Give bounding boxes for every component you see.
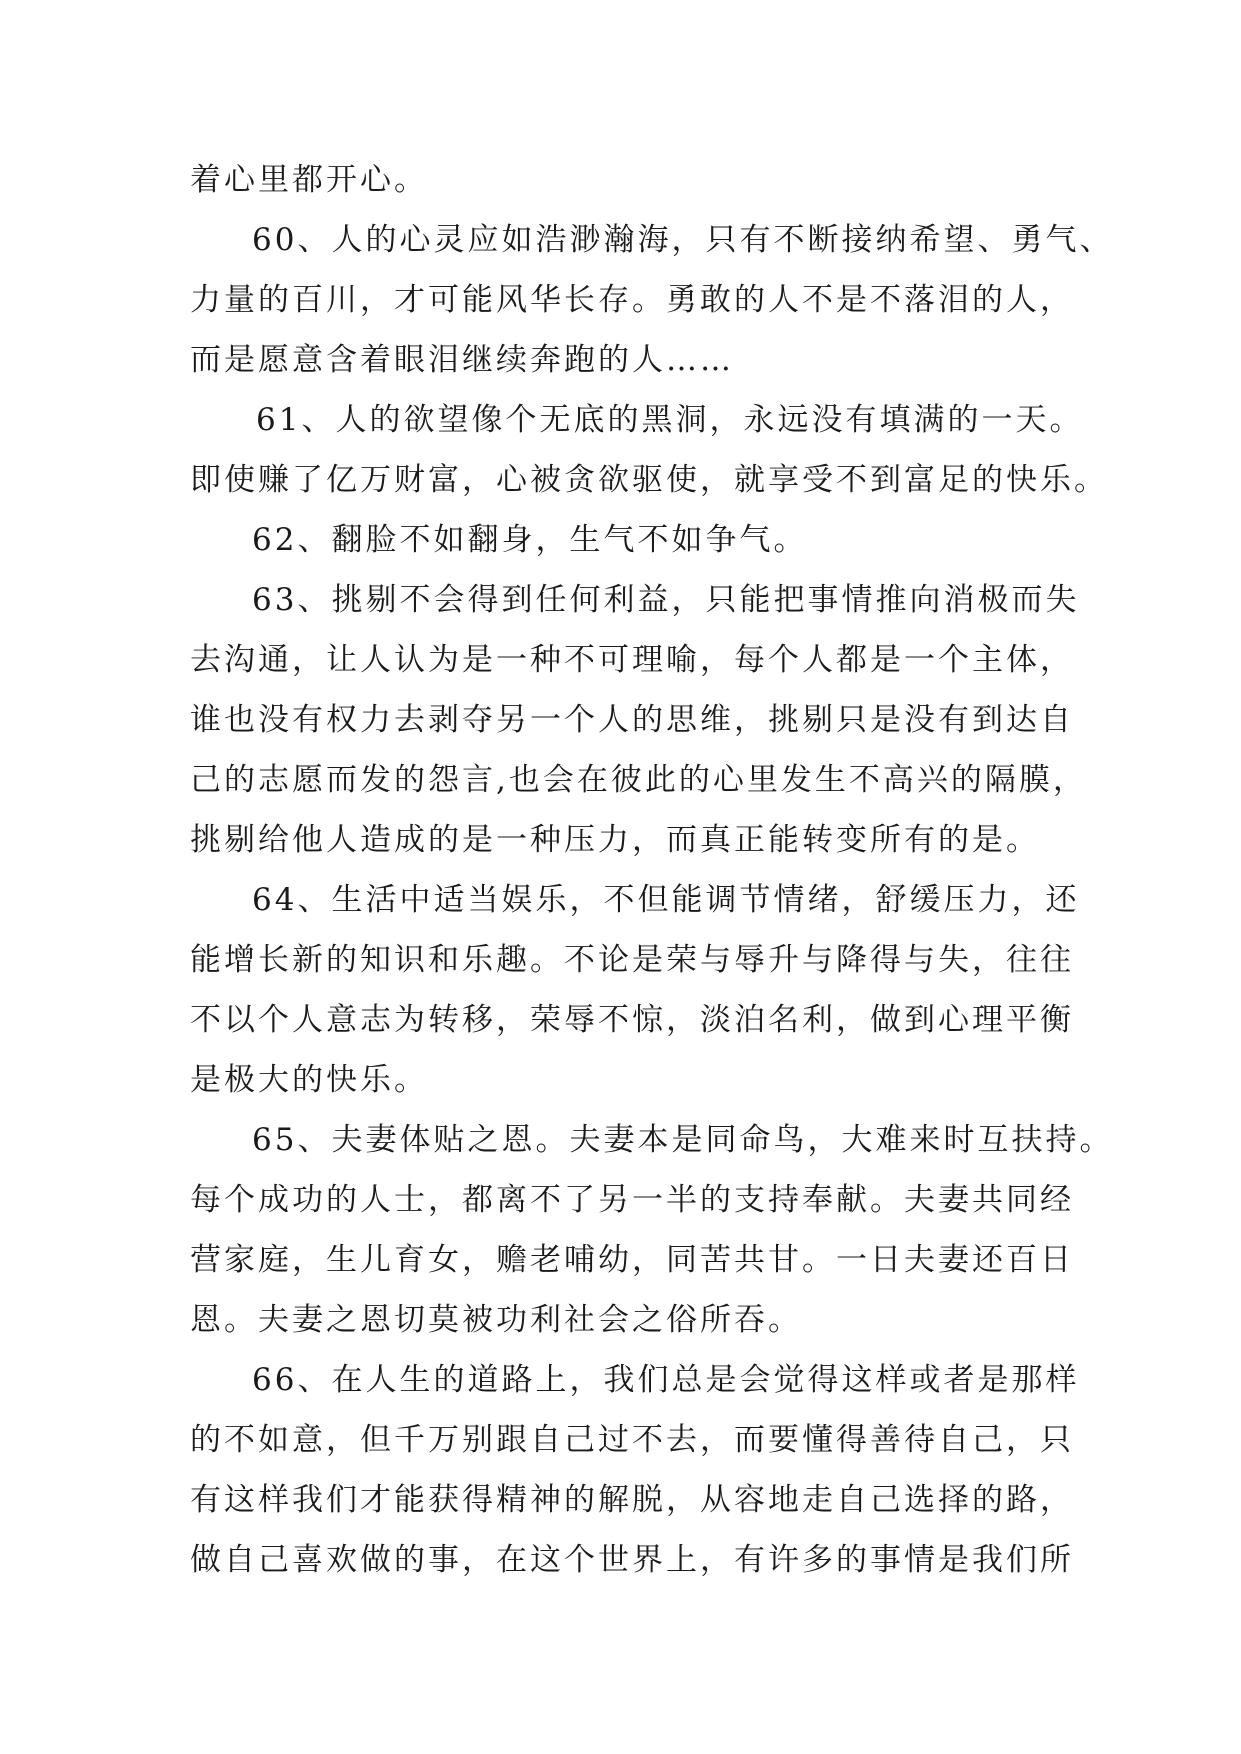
paragraph-65-line: 65、夫妻体贴之恩。夫妻本是同命鸟，大难来时互扶持。 <box>252 1122 1114 1158</box>
paragraph-64-line: 不以个人意志为转移，荣辱不惊，淡泊名利，做到心理平衡 <box>190 1002 1074 1038</box>
body-text <box>190 150 1114 1590</box>
paragraph-63-line: 挑剔给他人造成的是一种压力，而真正能转变所有的是。 <box>190 822 1040 858</box>
paragraph-60-line: 60、人的心灵应如浩渺瀚海，只有不断接纳希望、勇气、 <box>252 222 1114 258</box>
paragraph-62-line: 62、翻脸不如翻身，生气不如争气。 <box>252 522 808 558</box>
paragraph-65-line: 每个成功的人士，都离不了另一半的支持奉献。夫妻共同经 <box>190 1182 1074 1218</box>
paragraph-64-line: 是极大的快乐。 <box>190 1062 428 1098</box>
paragraph-66-line: 做自己喜欢做的事，在这个世界上，有许多的事情是我们所 <box>190 1542 1074 1578</box>
paragraph-60-line: 而是愿意含着眼泪继续奔跑的人…… <box>190 342 734 378</box>
paragraph-61-line: 即使赚了亿万财富，心被贪欲驱使，就享受不到富足的快乐。 <box>190 462 1108 498</box>
text-line: 着心里都开心。 <box>190 162 428 198</box>
paragraph-66-line: 66、在人生的道路上，我们总是会觉得这样或者是那样 <box>252 1362 1080 1398</box>
paragraph-63-line: 谁也没有权力去剥夺另一个人的思维，挑剔只是没有到达自 <box>190 702 1074 738</box>
paragraph-63-line: 己的志愿而发的怨言,也会在彼此的心里发生不高兴的隔膜， <box>190 762 1087 798</box>
paragraph-63-line: 去沟通，让人认为是一种不可理喻，每个人都是一个主体， <box>190 642 1074 678</box>
paragraph-66-line: 的不如意，但千万别跟自己过不去，而要懂得善待自己，只 <box>190 1422 1074 1458</box>
paragraph-60-line: 力量的百川，才可能风华长存。勇敢的人不是不落泪的人， <box>190 282 1074 318</box>
paragraph-66-line: 有这样我们才能获得精神的解脱，从容地走自己选择的路， <box>190 1482 1074 1518</box>
paragraph-64-line: 64、生活中适当娱乐，不但能调节情绪，舒缓压力，还 <box>252 882 1080 918</box>
paragraph-61-line: 61、人的欲望像个无底的黑洞，永远没有填满的一天。 <box>256 402 1084 438</box>
paragraph-65-line: 营家庭，生儿育女，赡老哺幼，同苦共甘。一日夫妻还百日 <box>190 1242 1074 1278</box>
paragraph-63-line: 63、挑剔不会得到任何利益，只能把事情推向消极而失 <box>252 582 1080 618</box>
paragraph-64-line: 能增长新的知识和乐趣。不论是荣与辱升与降得与失，往往 <box>190 942 1074 978</box>
paragraph-65-line: 恩。夫妻之恩切莫被功利社会之俗所吞。 <box>190 1302 802 1338</box>
